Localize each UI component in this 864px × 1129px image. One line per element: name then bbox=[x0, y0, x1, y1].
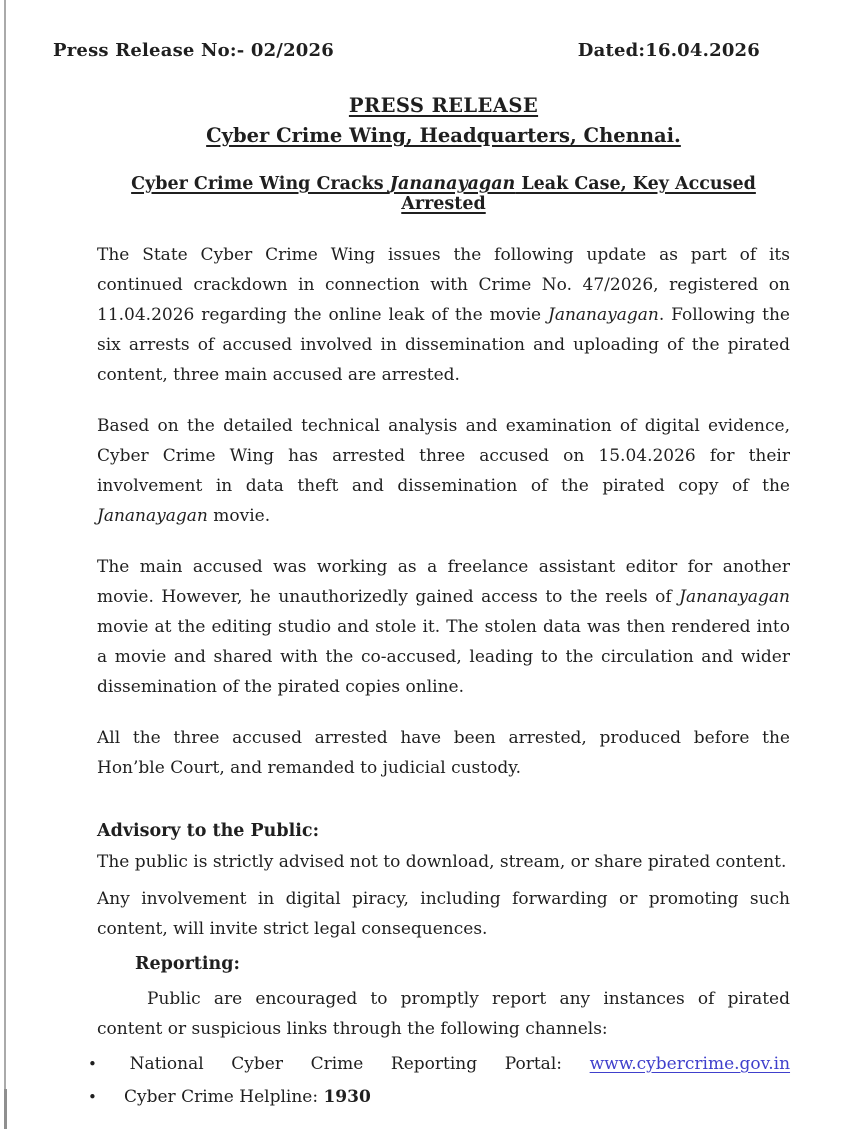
movie-title-italic: Jananayagan bbox=[679, 587, 790, 607]
document-subtitle: Cyber Crime Wing, Headquarters, Chennai. bbox=[206, 124, 681, 147]
bullet-portal bbox=[88, 1048, 790, 1081]
document-date: Dated:16.04.2026 bbox=[577, 40, 760, 61]
paragraph-3 bbox=[97, 552, 790, 702]
cybercrime-portal-link[interactable]: www.cybercrime.gov.in bbox=[589, 1054, 791, 1074]
text-run: Cyber Crime Wing Cracks bbox=[131, 174, 390, 194]
bullet-helpline bbox=[88, 1081, 790, 1114]
document-title: PRESS RELEASE bbox=[348, 94, 539, 117]
reporting-channels-list bbox=[88, 1048, 790, 1114]
bullet-icon: • bbox=[88, 1088, 97, 1106]
text-run: The main accused was working as a freelance assistant editor for another movie. However, he unauthorizedly gained access to the reels of bbox=[97, 557, 790, 607]
reporting-intro: Public are encouraged to promptly report any instances of pirated content or suspicious links through the following channels: bbox=[97, 989, 790, 1039]
paragraph-2 bbox=[97, 411, 790, 531]
movie-title-italic: Jananayagan bbox=[97, 506, 208, 526]
movie-title-italic: Jananayagan bbox=[389, 174, 516, 194]
article-headline bbox=[97, 174, 790, 214]
document-meta-row bbox=[0, 40, 864, 61]
text-run: All the three accused arrested have been arrested, produced before the Hon’ble Court, and remanded to judicial custody. bbox=[97, 728, 790, 778]
text-run: The State Cyber Crime Wing issues the following update as part of its continued crackdown in connection with Crime No. 47/2026, registered on 11.04.2026 regarding the online leak of the movie bbox=[97, 245, 790, 325]
paragraph-4 bbox=[97, 723, 790, 783]
press-release-number: Press Release No:- 02/2026 bbox=[53, 40, 334, 61]
bullet-icon: • bbox=[88, 1055, 97, 1073]
helpline-label: Cyber Crime Helpline: bbox=[124, 1087, 319, 1107]
advisory-line-1: The public is strictly advised not to download, stream, or share pirated content. bbox=[97, 852, 787, 872]
advisory-heading: Advisory to the Public: bbox=[97, 821, 320, 841]
document-body bbox=[0, 94, 864, 1114]
paragraph-1 bbox=[97, 240, 790, 390]
text-run: . Following the six arrests of accused involved in dissemination and uploading of the pirated content, three main accused are arrested. bbox=[97, 305, 790, 385]
advisory-line-2: Any involvement in digital piracy, including forwarding or promoting such content, will invite strict legal consequences. bbox=[97, 889, 790, 939]
text-run: Leak Case, Key Accused Arrested bbox=[401, 174, 756, 214]
text-run: Based on the detailed technical analysis and examination of digital evidence, Cyber Crime Wing has arrested three accused on 15.04.2026 for their involvement in data theft and dissemination of the pirated copy of the bbox=[97, 416, 790, 496]
text-run: movie at the editing studio and stole it. The stolen data was then rendered into a movie and shared with the co-accused, leading to the circulation and wider dissemination of the pirated copies online. bbox=[97, 617, 790, 697]
text-run: movie. bbox=[207, 506, 271, 526]
helpline-number: 1930 bbox=[323, 1087, 371, 1107]
portal-label: National Cyber Crime Reporting Portal: bbox=[129, 1054, 562, 1074]
reporting-heading: Reporting: bbox=[135, 954, 240, 974]
title-block bbox=[97, 94, 790, 147]
movie-title-italic: Jananayagan bbox=[548, 305, 659, 325]
scan-artifact-left-edge bbox=[4, 0, 6, 1129]
